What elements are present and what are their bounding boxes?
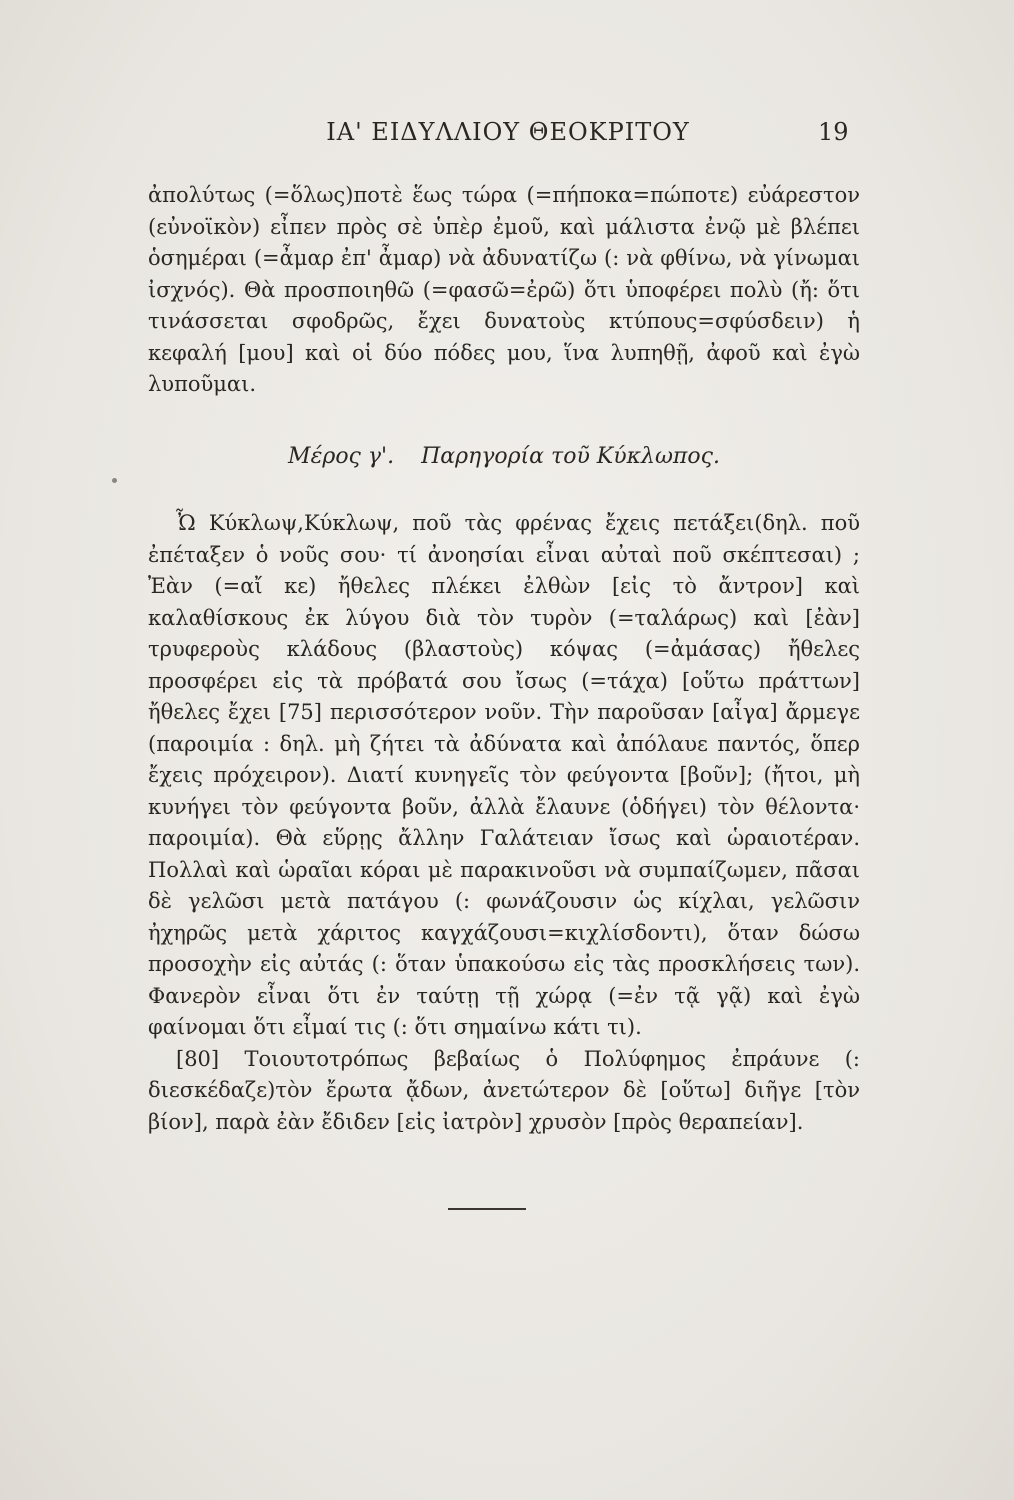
section-heading [148, 441, 860, 473]
running-header: ΙΑ' ΕΙΔΥΛΛΙΟΥ ΘΕΟΚΡΙΤΟΥ [326, 118, 690, 146]
page-number: 19 [818, 118, 849, 146]
paragraph-1: ἀπολύτως (=ὅλως)ποτὲ ἕως τώρα (=πήποκα=πώποτε) εὐάρεστον (εὐνοϊκὸν) εἶπεν πρὸς σὲ ὑπὲρ ἐμοῦ, καὶ μάλιστα ἐνῷ μὲ βλέπει ὁσημέραι (=ἆμαρ ἐπ' ἆμαρ) νὰ ἀδυνατίζω (: νὰ φθίνω, νὰ γίνωμαι ἰσχνός). Θὰ προσποιηθῶ (=φασῶ=ἐρῶ) ὅτι ὑποφέρει πολὺ (ἤ: ὅτι τινάσσεται σφοδρῶς, ἔχει δυνατοὺς κτύπους=σφύσδειν) ἡ κεφαλή [μου] καὶ οἱ δύο πόδες μου, ἵνα λυπηθῇ, ἀφοῦ καὶ ἐγὼ λυποῦμαι. [148, 183, 860, 396]
section-label: Μέρος γ'. [288, 443, 395, 469]
page-body [148, 180, 860, 1138]
paper-speck [112, 478, 117, 483]
end-rule [448, 1208, 526, 1210]
paragraph-2: Ὦ Κύκλωψ,Κύκλωψ, ποῦ τὰς φρένας ἔχεις πετάξει(δηλ. ποῦ ἐπέταξεν ὁ νοῦς σου· τί ἀνοησίαι εἶναι αὐταὶ ποῦ σκέπτεσαι) ; Ἐὰν (=αἴ κε) ἤθελες πλέκει ἐλθὼν [εἰς τὸ ἄντρον] καὶ καλαθίσκους ἐκ λύγου διὰ τὸν τυρὸν (=ταλάρως) καὶ [ἐὰν] τρυφεροὺς κλάδους (βλαστοὺς) κόψας (=ἀμάσας) ἤθελες προσφέρει εἰς τὰ πρόβατά σου ἴσως (=τάχα) [οὕτω πράττων] ἤθελες ἔχει [75] περισσότερον νοῦν. Τὴν παροῦσαν [αἶγα] ἄρμεγε (παροιμία : δηλ. μὴ ζήτει τὰ ἀδύνατα καὶ ἀπόλαυε παντός, ὅπερ ἔχεις πρόχειρον). Διατί κυνηγεῖς τὸν φεύγοντα [βοῦν]; (ἤτοι, μὴ κυνήγει τὸν φεύγοντα βοῦν, ἀλλὰ ἔλαυνε (ὁδήγει) τὸν θέλοντα· παροιμία). Θὰ εὕρῃς ἄλλην Γαλάτειαν ἴσως καὶ ὡραιοτέραν. Πολλαὶ καὶ ὡραῖαι κόραι μὲ παρακινοῦσι νὰ συμπαίζωμεν, πᾶσαι δὲ γελῶσι μετὰ πατάγου (: φωνάζουσιν ὡς κίχλαι, γελῶσιν ἠχηρῶς μετὰ χάριτος καγχάζουσι=κιχλίσδοντι), ὅταν δώσω προσοχὴν εἰς αὐτάς (: ὅταν ὑπακούσω εἰς τὰς προσκλήσεις των). Φανερὸν εἶναι ὅτι ἐν ταύτῃ τῇ χώρᾳ (=ἐν τᾷ γᾷ) καὶ ἐγὼ φαίνομαι ὅτι εἶμαί τις (: ὅτι σημαίνω κάτι τι). [148, 511, 860, 1039]
paragraph-3: [80] Τοιουτοτρόπως βεβαίως ὁ Πολύφημος ἐπράυνε (: διεσκέδαζε)τὸν ἔρωτα ᾄδων, ἀνετώτερον δὲ [οὕτω] διῆγε [τὸν βίον], παρὰ ἐὰν ἔδιδεν [εἰς ἰατρὸν] χρυσὸν [πρὸς θεραπείαν]. [148, 1046, 860, 1134]
section-name: Παρηγορία τοῦ Κύκλωπος. [421, 443, 720, 469]
